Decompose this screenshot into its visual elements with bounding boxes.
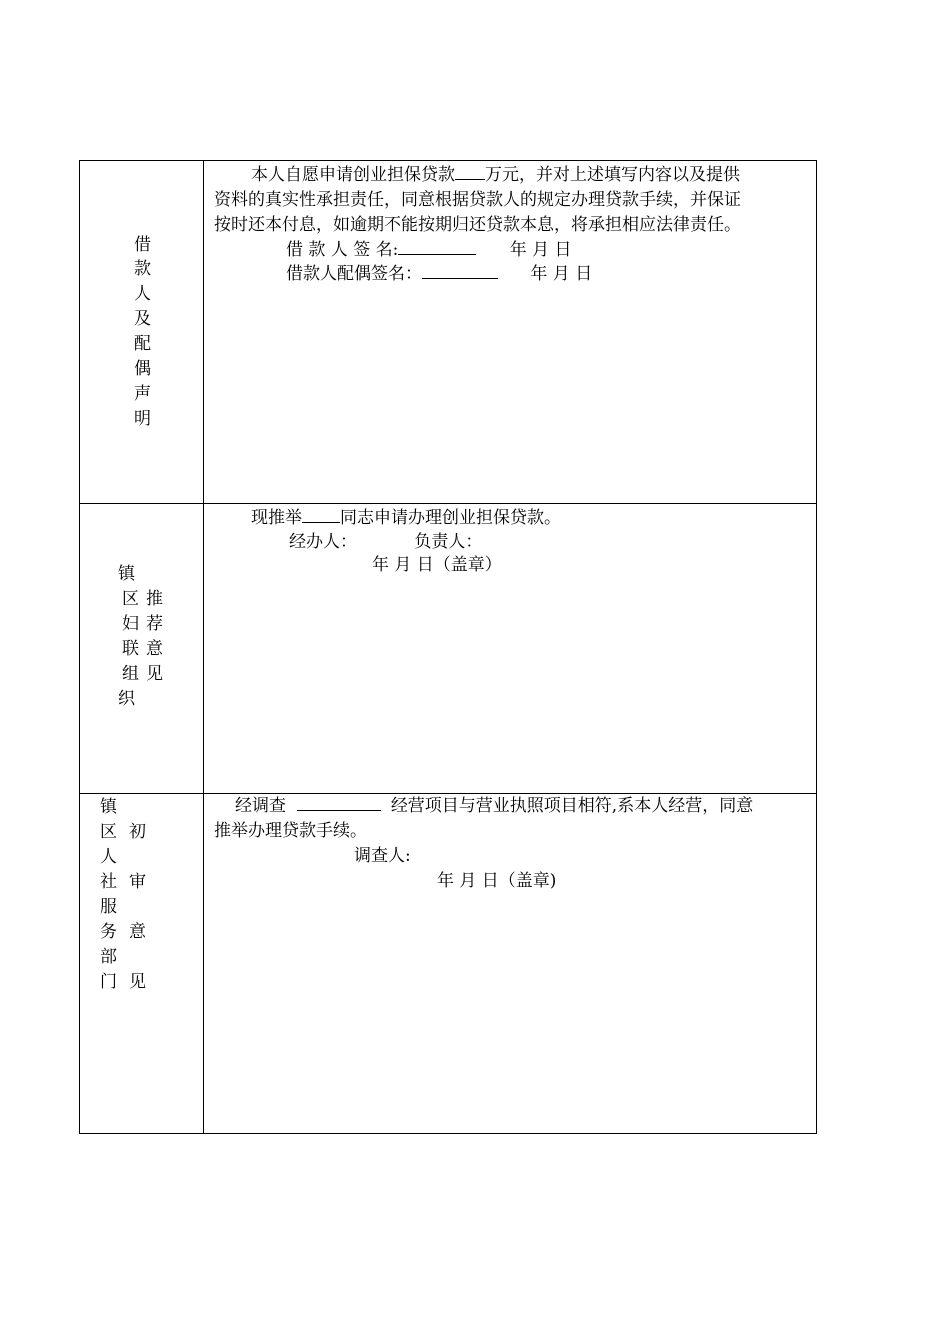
label-char: 审 xyxy=(129,872,146,892)
business-project-blank[interactable] xyxy=(297,794,381,811)
recommendation-text: 同志申请办理创业担保贷款。 xyxy=(340,508,561,528)
label-char: 借 xyxy=(134,235,151,255)
womens-federation-row xyxy=(80,503,816,794)
investigation-line-1 xyxy=(235,794,753,818)
borrower-signature-line xyxy=(286,238,572,262)
label-char: 服 xyxy=(100,897,117,917)
spouse-signature-blank[interactable] xyxy=(422,262,498,279)
loan-form-table xyxy=(79,160,817,1134)
label-char: 人 xyxy=(100,847,117,867)
declaration-line-3: 按时还本付息，如逾期不能按期归还贷款本息，将承担相应法律责任。 xyxy=(214,215,741,235)
handler-label: 经办人： xyxy=(289,532,357,552)
label-char: 区 xyxy=(122,589,139,609)
leader-label: 负责人： xyxy=(414,532,483,552)
recommendation-text: 现推举 xyxy=(251,508,302,528)
nominee-blank[interactable] xyxy=(302,506,340,523)
investigation-date: 年 月 日（盖章) xyxy=(437,871,557,891)
label-char: 明 xyxy=(134,409,151,429)
spouse-signature-date: 年 月 日 xyxy=(530,264,593,284)
label-char: 见 xyxy=(146,664,163,684)
label-char: 初 xyxy=(129,822,146,842)
investigator-label: 调查人: xyxy=(354,846,411,866)
declaration-line-1 xyxy=(251,163,740,187)
label-char: 见 xyxy=(129,972,146,992)
social-services-row xyxy=(80,793,816,1133)
label-char: 及 xyxy=(134,309,151,329)
spouse-signature-line xyxy=(286,262,592,286)
borrower-signature-blank[interactable] xyxy=(398,238,476,255)
label-char: 组 xyxy=(122,664,139,684)
label-char: 镇 xyxy=(118,564,135,584)
social-services-content xyxy=(205,793,816,1133)
investigation-line-2: 推举办理贷款手续。 xyxy=(214,821,367,841)
label-char: 荐 xyxy=(146,614,163,634)
label-char: 推 xyxy=(146,589,163,609)
womens-federation-label xyxy=(80,503,204,793)
label-char: 镇 xyxy=(100,797,117,817)
amount-blank[interactable] xyxy=(455,163,485,180)
recommendation-date: 年 月 日（盖章） xyxy=(372,555,502,575)
label-char: 门 xyxy=(100,972,117,992)
label-char: 人 xyxy=(134,284,151,304)
label-char: 务 xyxy=(100,922,117,942)
declaration-text: 万元，并对上述填写内容以及提供 xyxy=(485,165,740,185)
label-char: 配 xyxy=(134,334,151,354)
label-char: 部 xyxy=(100,947,117,967)
spouse-signature-label: 借款人配偶签名： xyxy=(286,264,422,284)
label-char: 偶 xyxy=(134,359,151,379)
label-char: 社 xyxy=(100,872,117,892)
declaration-line-2: 资料的真实性承担责任，同意根据贷款人的规定办理贷款手续，并保证 xyxy=(214,190,741,210)
handler-line xyxy=(289,530,482,554)
label-char: 意 xyxy=(129,922,146,942)
recommendation-line xyxy=(251,506,561,530)
womens-federation-content xyxy=(205,503,816,793)
borrower-declaration-row xyxy=(80,161,816,504)
investigation-text: 经营项目与营业执照项目相符,系本人经营，同意 xyxy=(390,796,754,816)
label-char: 联 xyxy=(122,639,139,659)
declaration-text: 本人自愿申请创业担保贷款 xyxy=(251,165,455,185)
borrower-signature-date: 年 月 日 xyxy=(509,240,572,260)
borrower-declaration-label xyxy=(80,161,204,503)
label-char: 织 xyxy=(118,689,135,709)
investigation-text: 经调查 xyxy=(235,796,286,816)
label-char: 声 xyxy=(134,384,151,404)
label-char: 款 xyxy=(134,259,151,279)
social-services-label xyxy=(80,793,204,1133)
label-char: 区 xyxy=(100,822,117,842)
label-char: 意 xyxy=(146,639,163,659)
label-char: 妇 xyxy=(122,614,139,634)
borrower-signature-label: 借 款 人 签 名: xyxy=(286,240,399,260)
borrower-declaration-content xyxy=(205,161,816,503)
